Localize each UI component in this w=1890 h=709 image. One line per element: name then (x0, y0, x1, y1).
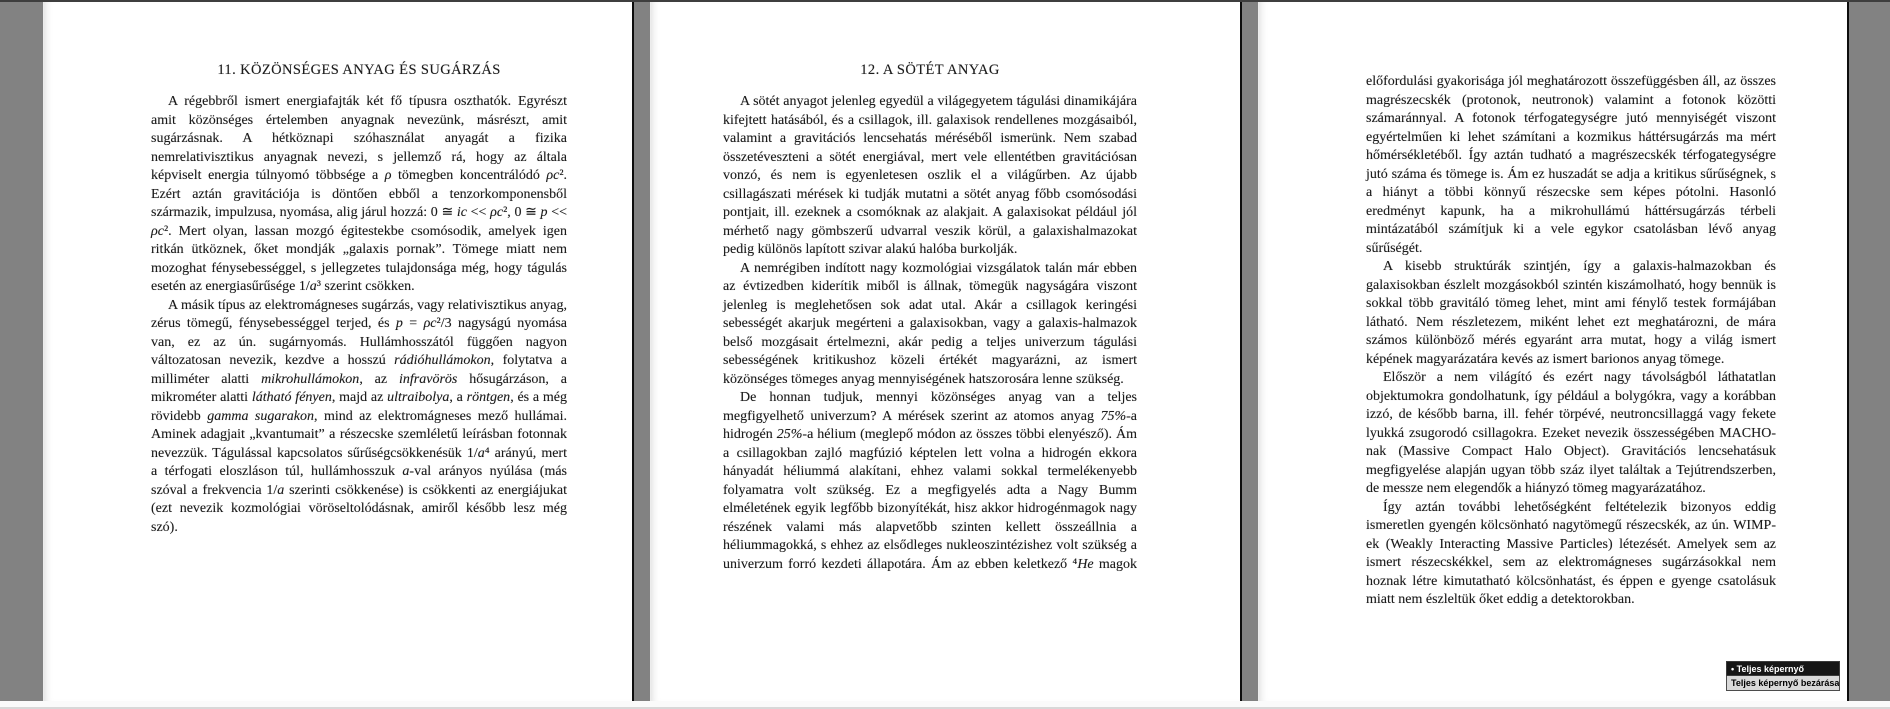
page-1 (43, 2, 634, 701)
page-3 (1258, 2, 1849, 701)
menu-item-fullscreen[interactable]: • Teljes képernyő (1726, 661, 1840, 676)
paragraph: A sötét anyagot jelenleg egyedül a világegyetem tágulási dinamikájára kifejtett hatásából, és a csillagok, ill. galaxisok rendellenes mozgásaiból, valamint a gravitációs lencsehatás méréséből ismerünk. Nem szabad összetéveszteni a sötét energiával, mert vele ellentétben gravitációsan vonzó, és nem is egyenletesen oszlik el a világűrben. Az újabb csillagászati mérések ki tudják mutatni a sötét anyag főbb csomósodási pontjait, ill. ezeknek a csomóknak az alakjait. A galaxisokat például jól mérhető nagy gömbszerű udvarral veszik körül, a galaxishalmazokat pedig különös lapított szivar alakú halóba burkolják. (723, 94, 1137, 257)
screen-bottom-strip (0, 701, 1890, 709)
chapter-title-11: 11. KÖZÖNSÉGES ANYAG ÉS SUGÁRZÁS (217, 62, 501, 78)
paragraph: Így aztán további lehetőségként feltételezik bizonyos eddig ismeretlen gyengén kölcsönható nagytömegű részecskék, az ún. WIMP-ek (Weakly Interacting Massive Particles) létezését. Amelyek sem az ismert részecskékkel, sem az elektromágneses sugárzásokkal nem hoznak létre kimutatható kölcsönhatást, és éppen e gyenge csatolásuk miatt nem észleltük őket eddig a detektorokban. (1366, 499, 1776, 607)
paragraph: De honnan tudjuk, mennyi közönséges anyag van a teljes megfigyelhető univerzum? A mérések szerint az atomos anyag 75%-a hidrogén 25%-a hélium (meglepő módon az összes többi elenyésző). Ám a csillagokban zajló magfúzió képtelen lett volna a hidrogén ekkora hányadát héliummá alakítani, ehhez valami sokkal termelékenyebb folyamatra volt szükség. Ez a megfigyelés adta a Nagy Bumm elméletének egyik legfőbb bizonyítékát, hisz akkor hidrogénmagok nagy részének valami más alapvetőbb szinten kellett összeállnia a héliummagokká, s ehhez az elsődleges nukleoszintézishez volt szükség a univerzum forró kezdeti állapotára. Ám az ebben keletkező ⁴He magok (723, 390, 1137, 572)
chapter-title-12: 12. A SÖTÉT ANYAG (860, 62, 1000, 78)
page-2-text-column (723, 2, 1137, 574)
paragraph: A régebbről ismert energiafajták két fő típusra oszthatók. Egyrészt amit közönséges értelemben anyagnak nevezünk, másrészt, amit sugárzásnak. A hétköznapi szóhasználat anyagát a fizika nemrelativisztikus anyagnak nevezi, s jellemző rá, hogy az általa képviselt energia túlnyomó többsége a ρ tömegben koncentrálódó ρc². Ezért aztán gravitációja is döntően ebből a tenzorkomponensből származik, impulzusa, nyomása, alig járul hozzá: 0 ≅ ic << ρc², 0 ≅ p << ρc². Mert olyan, lassan mozgó égitestekbe csomósodik, amelyek igen ritkán ütköznek, őket mondják „galaxis pornak”. Tömege miatt nem mozoghat fénysebességgel, s jellegzetes tulajdonsága még, hogy tágulás esetén az energiasűrűsége 1/a³ szerint csökken. (151, 94, 568, 294)
page-2 (650, 2, 1242, 701)
menu-item-close-fullscreen[interactable]: Teljes képernyő bezárása (1726, 676, 1840, 691)
page-1-text-column (151, 2, 567, 537)
paragraph: A másik típus az elektromágneses sugárzás, vagy relativisztikus anyag, zérus tömegű, fénysebességgel terjed, és p = ρc²/3 nagyságú nyomása van, ez az ún. sugárnyomás. Hullámhosszától függően nagyon változatosan nevezik, kezdve a hosszú rádióhullámokon, folytatva a milliméter alatti mikrohullámokon, az infravörös hősugárzáson, a mikrométer alatti látható fényen, majd az ultraibolya, a röntgen, és a még rövidebb gamma sugarakon, mind az elektromágneses mező hullámai. Aminek adagjait „kvantumait” a részecske szemléletű leírásban fotonnak nevezzük. Tágulással kapcsolatos sűrűségcsökkenésük 1/a⁴ arányú, mert a térfogati eloszláson túl, hullámhosszuk a-val arányos nyúlása (más szóval a frekvencia 1/a szerinti csökkenése) is csökkenti az energiájukat (ezt nevezik kozmológiai vöröseltolódásnak, amiről később lesz még szó). (151, 297, 568, 535)
paragraph: Először a nem világító és ezért nagy távolságból láthatatlan objektumokra gondolhatunk, így például a bolygókra, vagy a korábban izzó, de később barna, ill. fehér törpévé, neutroncsillaggá vagy fekete lyukká zsugorodó csillagokra. Ezeket nevezik összességében MACHO-nak (Massive Compact Halo Object). Gravitációs lencsehatásuk megfigyelése alapján ugyan több száz ilyet találtak a Tejútrendszerben, de messze nem elegendők a hiányzó tömeg magyarázatához. (1366, 370, 1776, 496)
page-3-text-column (1366, 2, 1776, 610)
fullscreen-context-menu (1726, 661, 1840, 691)
paragraph: előfordulási gyakorisága jól meghatározott összefüggésben áll, az összes magrészecskék (protonok, neutronok) valamint a fotonok közötti számaránnyal. A fotonok térfogategységre jutó mennyiségét viszont egyértelműen ki lehet számítani a kozmikus háttérsugárzás ma mért hőmérsékletéből. Így aztán tudható a magrészecskék térfogategységre jutó száma és tömege is. Ám ez huszadát se adja a kritikus sűrűségnek, s a hiányt a többi könnyű részecske sem képes pótolni. Hasonló eredményt kapunk, ha a mikrohullámú háttérsugárzás térbeli mintázatából számítjuk ki a vele egykor csatolásban lévő anyag sűrűségét. (1366, 74, 1776, 256)
paragraph: A kisebb struktúrák szintjén, így a galaxis-halmazokban és galaxisokban észlelt mozgásokból szintén kiszámolható, hogy bennük is sokkal több gravitáló tömeg lehet, mint ami fénylő testek formájában látható. Nem részletezem, miként lehet ezt meghatározni, de mára számos különböző mérés egyaránt arra mutat, hogy a világ ismert képének magyarázatára kevés az ismert barionos anyag tömege. (1366, 259, 1776, 367)
paragraph: A nemrégiben indított nagy kozmológiai vizsgálatok talán már ebben az évtizedben kiderítik miből is állnak, tömegük nagyságára viszont jelenleg is meglehetősen sok adat utal. Akár a csillagok keringési sebességét akarjuk megérteni a galaxisokban, vagy a galaxis-halmazok belső mozgásait értelmezni, akár pedig a teljes univerzum tágulási sebességének kritikushoz közeli értékét magyarázni, az ismert közönséges tömeges anyag mennyiségének hatszorosára lenne szükség. (723, 260, 1137, 387)
